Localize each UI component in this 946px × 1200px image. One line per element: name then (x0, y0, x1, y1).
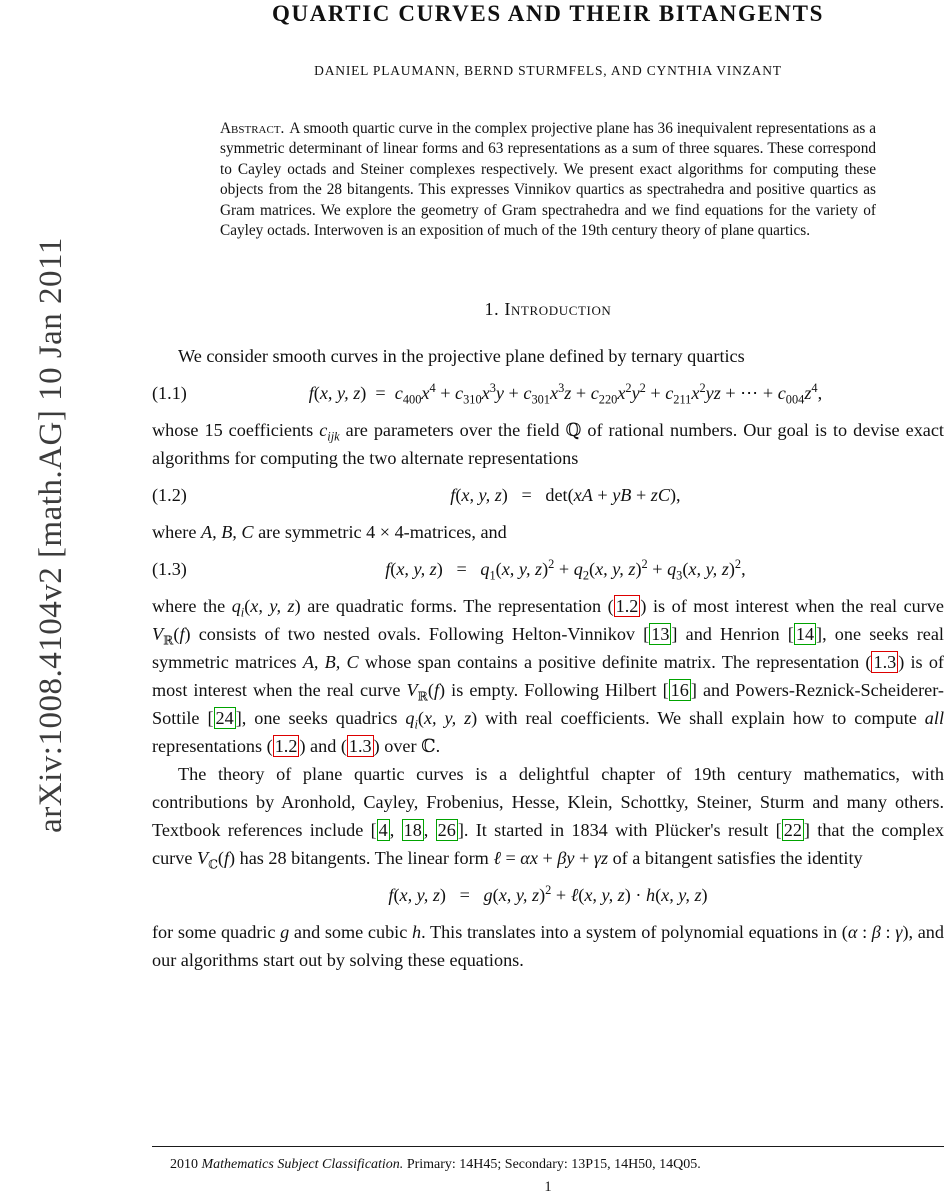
citation-link[interactable]: 4 (378, 820, 388, 841)
equation-formula: f(x, y, $z) = q_1(x$, y, $z)^2 + q_2(x$, y, $z)^2 + q_3(x$, y, z)$^2$, (385, 557, 746, 584)
citation-link[interactable]: 13 (651, 624, 670, 645)
paragraph-representations: where the $q_i(x$, y, z) are quadratic forms. The representation ( 1.2 ) is of most interest when the real curve $V_ℝ(f)$ consists of two nested ovals. Following Helton-Vinnikov [ 13 ] and Henrion [ 14 ], one seeks real symmetric matrices A, B, C whose span contains a positive definite matrix. The representation ( 1.3 ) is of most interest when the real curve $V_ℝ(f)$ is empty. Following Hilbert [ 16 ] and Powers-Reznick-Scheiderer-Sottile [ 24 ], one seeks quadrics $q_i(x$, y, z) with real coefficients. We shall explain how to compute all representations ( 1.2 ) and ( 1.3 ) over ℂ. (152, 596, 944, 757)
equation-number: (1.1) (152, 383, 187, 404)
arxiv-stamp: arXiv:1008.4104v2 [math.AG] 10 Jan 2011 (33, 237, 69, 833)
paragraph-matrices: where A, B, C are symmetric 4 × 4-matrices, and (152, 522, 507, 543)
equation-1-3 (152, 555, 944, 583)
section-heading-introduction: 1. Introduction (484, 299, 612, 320)
equation-ref-link[interactable]: 1.3 (348, 736, 372, 757)
paragraph-history: The theory of plane quartic curves is a delightful chapter of 19th century mathematics, with contributions by Aronhold, Cayley, Frobenius, Hesse, Klein, Schottky, Steiner, Sturm and many others. Textbook references include [ 4 , 18 , 26 ]. It started in 1834 with Plücker's result [ 22 ] that the complex curve $V_ℂ(f)$ has 28 bitangents. The linear form ℓ = αx + βy + γz of a bitangent satisfies the identity (152, 764, 944, 873)
equation-ref-link[interactable]: 1.3 (873, 652, 897, 673)
equation-formula: f(x, y, z) = det(xA + yB + zC), (450, 485, 681, 506)
footnote-msc: 2010 Mathematics Subject Classification. Primary: 14H45; Secondary: 13P15, 14H50, 14Q05. (170, 1157, 701, 1172)
equation-1-2 (152, 481, 944, 509)
abstract-text: A smooth quartic curve in the complex projective plane has 36 inequivalent representations as a symmetric determinant of linear forms and 63 representations as a sum of three squares. These correspond to Cayley octads and Steiner complexes respectively. We present exact algorithms for computing these objects from the 28 bitangents. This expresses Vinnikov quartics as spectrahedra and positive quartics as Gram matrices. We explore the geometry of Gram spectrahedra and we find equations for the variety of Cayley octads. Interwoven is an exposition of much of the 19th century theory of plane quartics. (220, 120, 876, 240)
citation-link[interactable]: 18 (403, 820, 422, 841)
paragraph-coefficients: whose 15 coefficients $c_{ijk}$ are parameters over the field ℚ of rational numbers. Our goal is to devise exact algorithms for computing the two alternate representations (152, 420, 944, 469)
page-number: 1 (544, 1179, 552, 1195)
equation-number: (1.2) (152, 485, 187, 506)
paper-authors: DANIEL PLAUMANN, BERND STURMFELS, AND CYNTHIA VINZANT (314, 63, 782, 78)
abstract-label: Abstract. (220, 120, 285, 137)
citation-link[interactable]: 26 (437, 820, 456, 841)
page-footer (152, 1146, 944, 1196)
citation-link[interactable]: 22 (783, 820, 802, 841)
footnote-rule (152, 1146, 944, 1147)
citation-link[interactable]: 14 (795, 624, 815, 645)
equation-formula: f(x, y, $z) = c_{400}x^4 + c_{310}x^3y + c_{301}x^3z + c_{220}x^2y^2 + c_{211}x^2yz$ + ⋯ + $c_{004}z^4$, (308, 381, 823, 408)
equation-ref-link[interactable]: 1.2 (615, 596, 639, 617)
equation-formula: f(x, y, z) = g(x, y, z)$^2$ + ℓ(x, y, z) · h(x, y, z) (388, 883, 708, 906)
paragraph-closing: for some quadric g and some cubic h. This translates into a system of polynomial equations in (α : β : γ), and our algorithms start out by solving these equations. (152, 922, 944, 971)
equation-number: (1.3) (152, 559, 187, 580)
equation-bitangent-identity (152, 881, 944, 909)
paragraph-intro: We consider smooth curves in the projective plane defined by ternary quartics (178, 346, 745, 367)
paper-page (152, 0, 944, 1200)
equation-ref-link[interactable]: 1.2 (274, 736, 298, 757)
abstract (220, 119, 876, 241)
citation-link[interactable]: 16 (670, 680, 689, 701)
equation-1-1 (152, 379, 944, 407)
citation-link[interactable]: 24 (215, 708, 234, 729)
paper-title: QUARTIC CURVES AND THEIR BITANGENTS (272, 1, 824, 26)
